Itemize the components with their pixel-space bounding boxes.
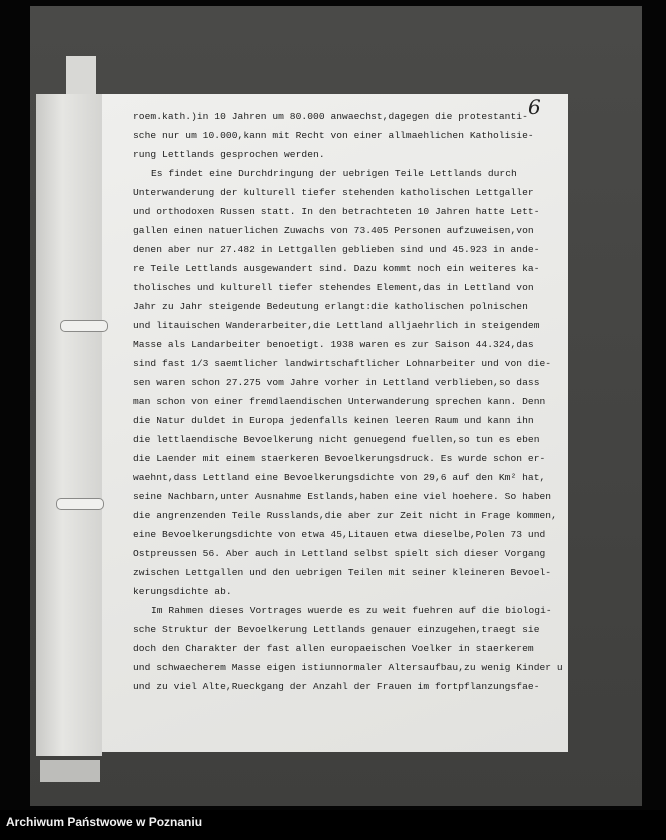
text-line: und orthodoxen Russen statt. In den betrachteten 10 Jahren hatte Lett- (133, 206, 540, 217)
document-text (133, 107, 569, 696)
text-line: kerungsdichte ab. (133, 586, 232, 597)
text-line: und litauischen Wanderarbeiter,die Lettland alljaehrlich in steigendem (133, 320, 540, 331)
text-line: rung Lettlands gesprochen werden. (133, 149, 325, 160)
text-line: und zu viel Alte,Rueckgang der Anzahl der Frauen im fortpflanzungsfae- (133, 681, 540, 692)
text-line: Masse als Landarbeiter benoetigt. 1938 waren es zur Saison 44.324,das (133, 339, 534, 350)
text-line: die Laender mit einem staerkeren Bevoelkerungsdruck. Es wurde schon er- (133, 453, 546, 464)
text-line: sind fast 1/3 saemtlicher landwirtschaftlicher Lohnarbeiter und von die- (133, 358, 552, 369)
text-line: Es findet eine Durchdringung der uebrigen Teile Lettlands durch (151, 168, 517, 179)
text-line: sche nur um 10.000,kann mit Recht von einer allmaehlichen Katholisie- (133, 130, 534, 141)
text-line: und schwaecherem Masse eigen istiunnormaler Altersaufbau,zu wenig Kinder u (133, 662, 563, 673)
text-line: Unterwanderung der kulturell tiefer stehenden katholischen Lettgaller (133, 187, 534, 198)
binder-edge (40, 760, 100, 782)
text-line: waehnt,dass Lettland eine Bevoelkerungsdichte von 29,6 auf den Km² hat, (133, 472, 546, 483)
text-line: Im Rahmen dieses Vortrages wuerde es zu weit fuehren auf die biologi- (151, 605, 552, 616)
text-line: gallen einen natuerlichen Zuwachs von 73.405 Personen aufzuweisen,von (133, 225, 534, 236)
text-line: die angrenzenden Teile Russlands,die aber zur Zeit nicht in Frage kommen, (133, 510, 557, 521)
text-line: zwischen Lettgallen und den uebrigen Teilen mit seiner kleineren Bevoel- (133, 567, 552, 578)
text-line: Ostpreussen 56. Aber auch in Lettland selbst spielt sich dieser Vorgang (133, 548, 546, 559)
text-line: eine Bevoelkerungsdichte von etwa 45,Litauen etwa dieselbe,Polen 73 und (133, 529, 546, 540)
archive-label: Archiwum Państwowe w Poznaniu (6, 815, 203, 829)
binder-tab (66, 56, 96, 94)
text-line: man schon von einer fremdlaendischen Unterwanderung sprechen kann. Denn (133, 396, 546, 407)
text-line: seine Nachbarn,unter Ausnahme Estlands,haben eine viel hoehere. So haben (133, 491, 552, 502)
text-line: denen aber nur 27.482 in Lettgallen geblieben sind und 45.923 in ande- (133, 244, 540, 255)
text-line: doch den Charakter der fast allen europaeischen Voelker in staerkerem (133, 643, 534, 654)
text-line: roem.kath.)in 10 Jahren um 80.000 anwaechst,dagegen die protestanti- (133, 111, 528, 122)
text-line: sen waren schon 27.275 vom Jahre vorher in Lettland verblieben,so dass (133, 377, 540, 388)
text-line: die lettlaendische Bevoelkerung nicht genuegend fuellen,so tun es eben (133, 434, 540, 445)
binder-ring-bottom (56, 498, 104, 510)
text-line: sche Struktur der Bevoelkerung Lettlands genauer einzugehen,traegt sie (133, 624, 540, 635)
text-line: tholisches und kulturell tiefer stehendes Element,das in Lettland von (133, 282, 534, 293)
page-number: 6 (528, 95, 541, 119)
text-line: Jahr zu Jahr steigende Bedeutung erlangt:die katholischen polnischen (133, 301, 528, 312)
text-line: re Teile Lettlands ausgewandert sind. Dazu kommt noch ein weiteres ka- (133, 263, 540, 274)
text-line: die Natur duldet in Europa jedenfalls keinen leeren Raum und kann ihn (133, 415, 534, 426)
folder-binder (36, 94, 102, 756)
binder-ring-top (60, 320, 108, 332)
